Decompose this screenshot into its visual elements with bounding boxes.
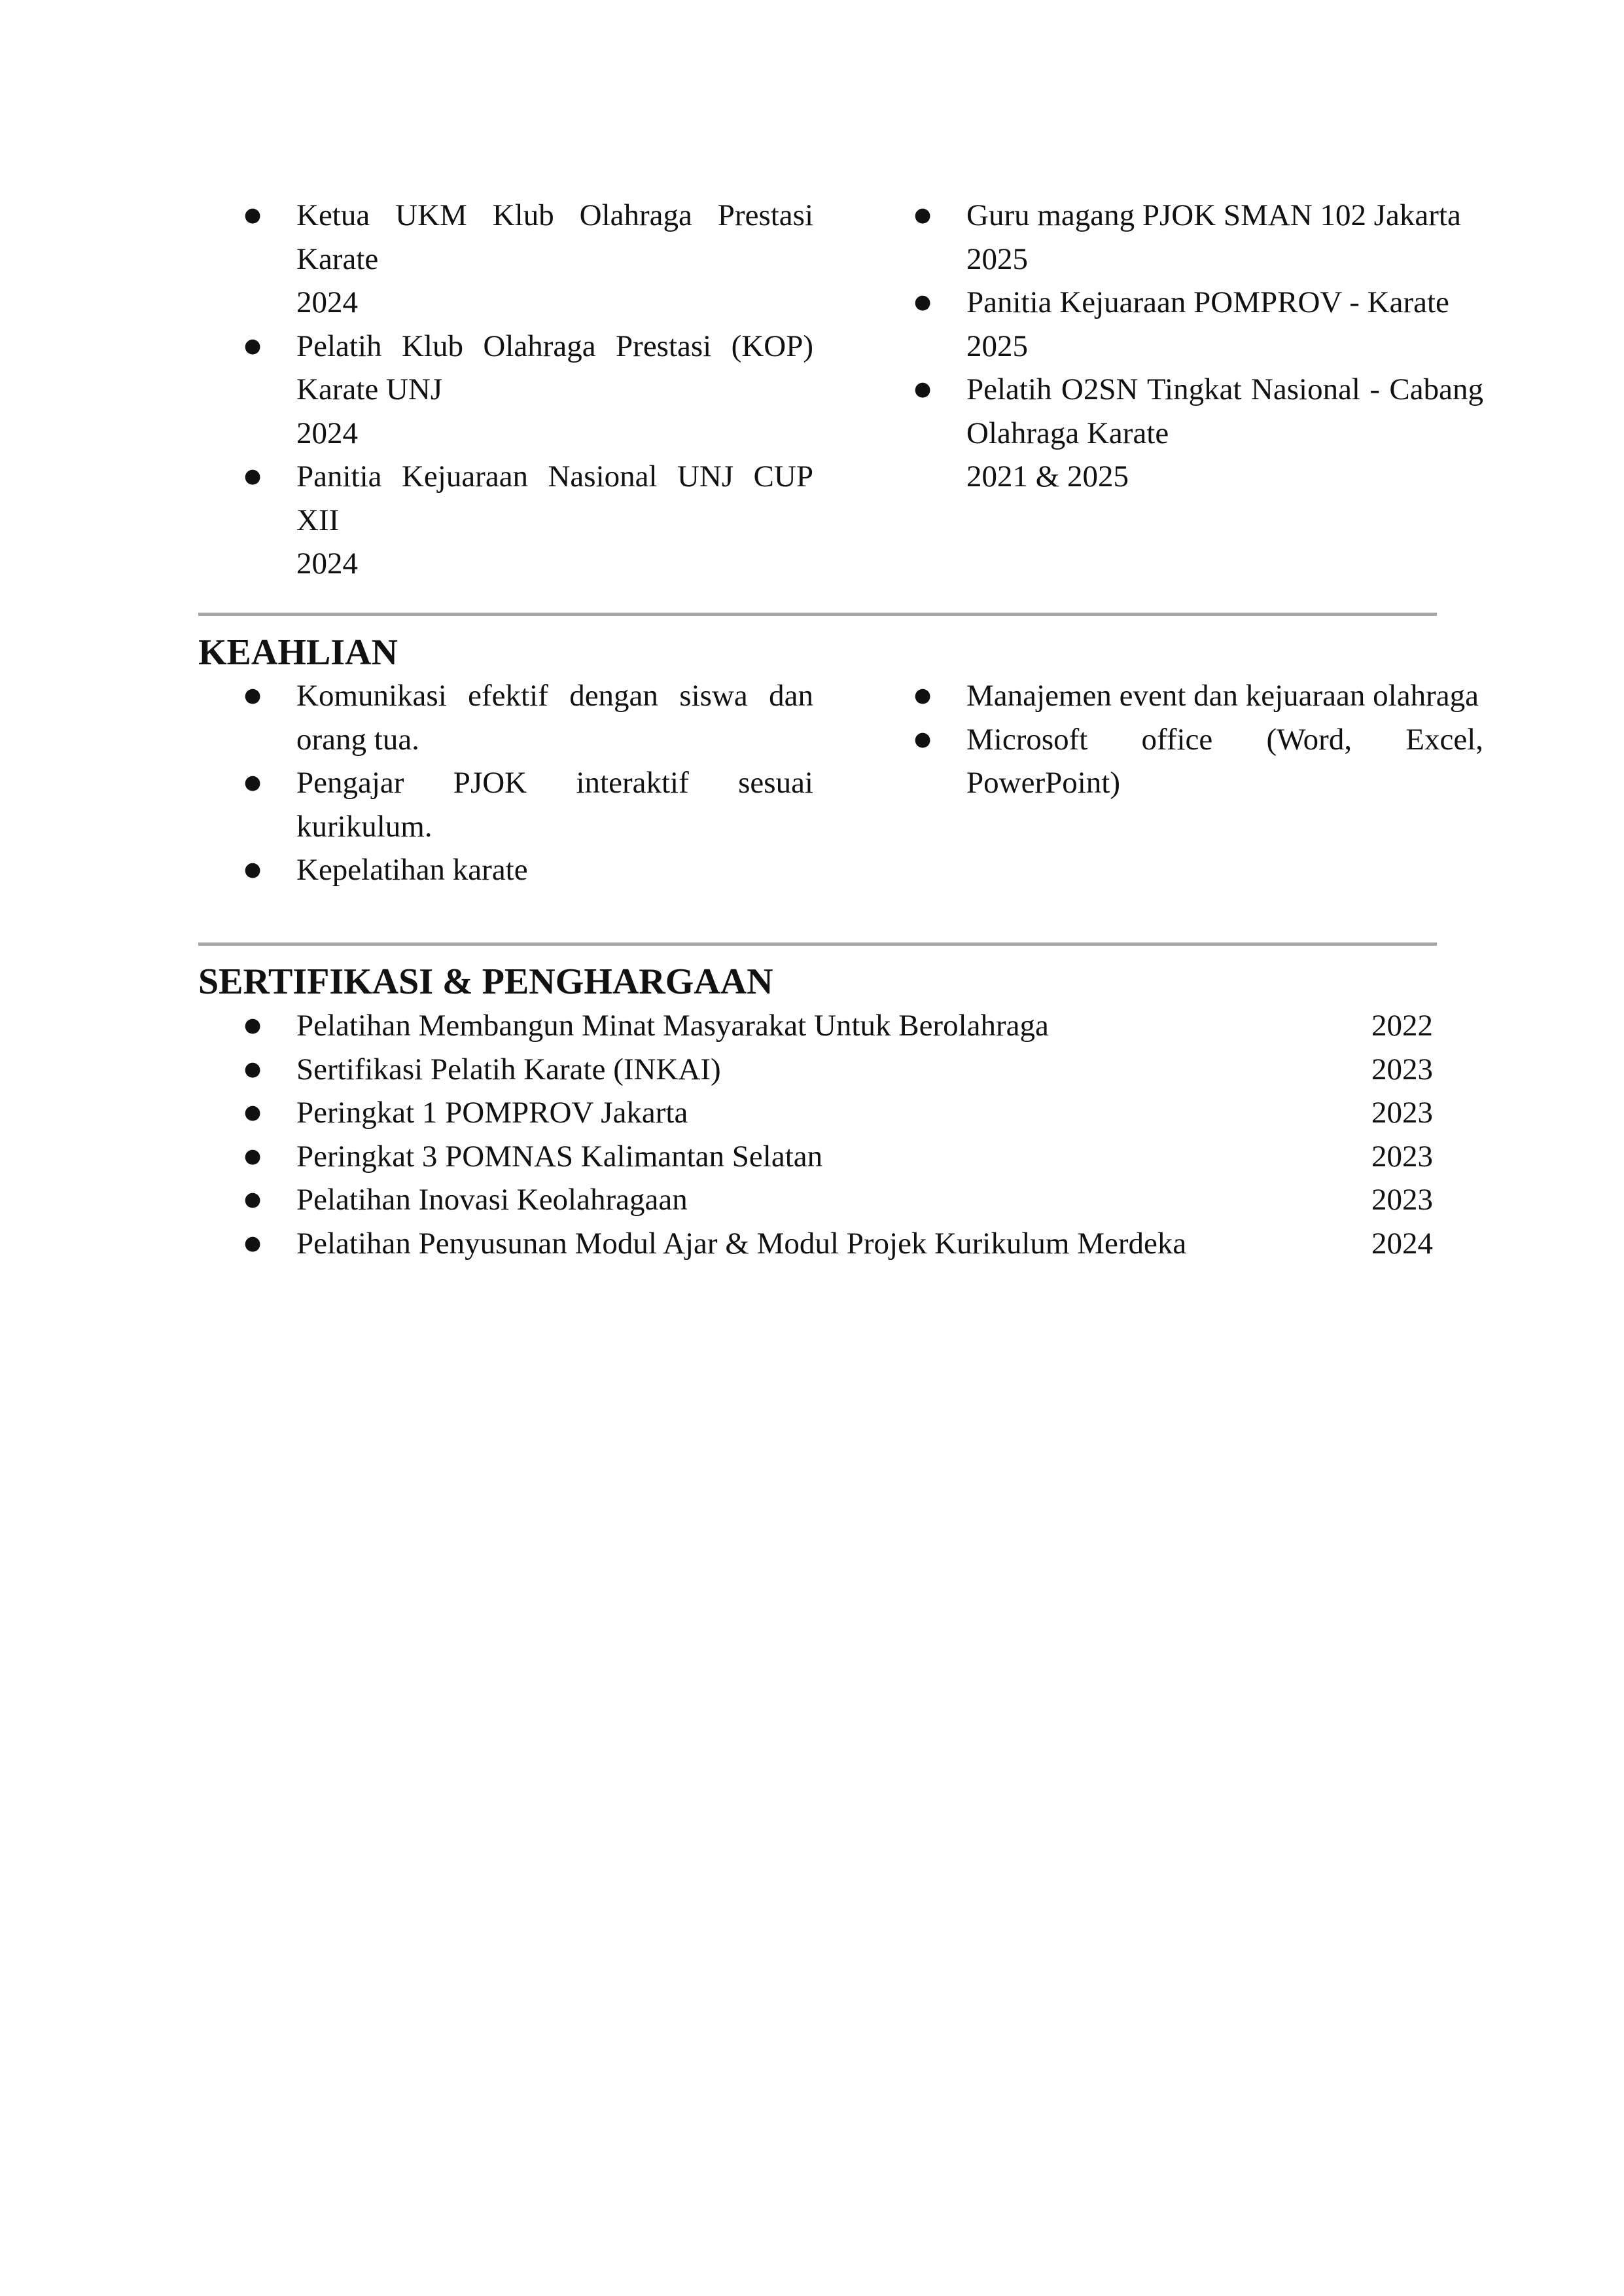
list-item [244,848,813,892]
certification-year: 2023 [1371,1139,1433,1174]
experience-role: ● Guru magang PJOK SMAN 102 Jakarta [966,198,1461,232]
experience-year: 2024 [296,285,358,319]
experience-year: 2021 & 2025 [966,459,1129,493]
list-item [244,1178,1437,1222]
list-item [244,455,813,586]
skills-left-column [244,674,813,892]
list-item [914,194,1483,281]
experience-year: 2025 [966,329,1028,363]
list-item [244,1004,1437,1048]
certification-text: Peringkat 1 POMPROV Jakarta [296,1096,688,1130]
list-item [244,674,813,761]
list-item [914,368,1483,499]
list-item [244,194,813,325]
list-item [244,325,813,456]
skill-text: ● Pengajar PJOK interaktif sesuai kurikulum. [296,766,813,844]
section-divider [198,942,1437,946]
experience-right-column [914,194,1483,499]
certifications-heading: SERTIFIKASI & PENGHARGAAN [198,961,773,1002]
list-item [244,1091,1437,1135]
skills-right-list [914,674,1483,805]
experience-left-column [244,194,813,586]
skill-text: ● Kepelatihan karate [296,853,528,887]
experience-year: 2025 [966,242,1028,276]
experience-role: ● Pelatih Klub Olahraga Prestasi (KOP) Karate UNJ [296,329,813,406]
list-item [244,1048,1437,1092]
certification-year: 2023 [1371,1183,1433,1217]
list-item [244,1222,1437,1266]
experience-role: ● Pelatih O2SN Tingkat Nasional - Cabang Olahraga Karate [966,372,1483,450]
experience-role: ● Panitia Kejuaraan Nasional UNJ CUP XII [296,459,813,537]
experience-year: 2024 [296,547,358,581]
certification-year: 2023 [1371,1052,1433,1086]
certification-year: 2023 [1371,1096,1433,1130]
certifications-list [244,1004,1437,1265]
list-item [244,1135,1437,1179]
skill-text: ● Microsoft office (Word, Excel, PowerPoint) [966,722,1483,800]
experience-role: ● Panitia Kejuaraan POMPROV - Karate [966,285,1449,319]
list-item [914,281,1483,368]
certification-year: 2022 [1371,1009,1433,1043]
skills-left-list [244,674,813,892]
certification-text: Pelatihan Penyusunan Modul Ajar & Modul Projek Kurikulum Merdeka [296,1226,1187,1261]
certification-text: Pelatihan Inovasi Keolahragaan [296,1183,688,1217]
list-item [914,674,1483,718]
skills-right-column [914,674,1483,805]
certification-text: Peringkat 3 POMNAS Kalimantan Selatan [296,1139,823,1174]
experience-role: ● Ketua UKM Klub Olahraga Prestasi Karate [296,198,813,276]
section-divider [198,613,1437,616]
certification-text: Sertifikasi Pelatih Karate (INKAI) [296,1052,721,1086]
certification-year: 2024 [1371,1226,1433,1261]
list-item [244,761,813,848]
list-item [914,718,1483,805]
skill-text: ● Manajemen event dan kejuaraan olahraga [966,679,1479,713]
experience-left-list [244,194,813,586]
experience-right-list [914,194,1483,499]
certification-text: Pelatihan Membangun Minat Masyarakat Untuk Berolahraga [296,1009,1049,1043]
skill-text: ● Komunikasi efektif dengan siswa dan orang tua. [296,679,813,757]
experience-year: 2024 [296,416,358,450]
skills-heading: KEAHLIAN [198,632,398,673]
